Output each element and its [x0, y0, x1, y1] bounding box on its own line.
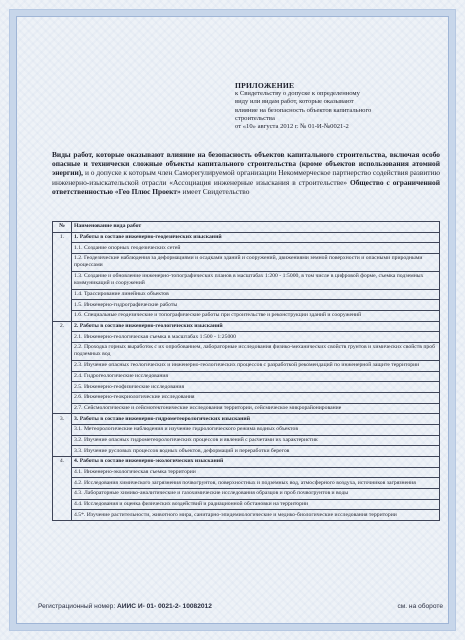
appendix-line: к Свидетельству о допуске к определенному	[235, 90, 360, 98]
intro-paragraph	[52, 150, 440, 196]
work-item: 4.3. Лабораторные химико-аналитические и газохимические исследования образцов и проб почвогрунтов и воды	[72, 489, 440, 500]
registration-number	[38, 603, 212, 610]
section-number: 1.	[53, 232, 72, 321]
appendix-line: виду или видам работ, которые оказывают	[235, 98, 354, 106]
work-item: 1.5. Инженерно-гидрографические работы	[72, 300, 440, 311]
registration-value: АИИС И- 01- 0021-2- 10082012	[117, 603, 212, 610]
appendix-title: ПРИЛОЖЕНИЕ	[235, 81, 295, 90]
work-item: 3.2. Изучение опасных гидрометеорологических процессов и явлений с расчетами их характеристик	[72, 435, 440, 446]
table-row	[53, 478, 440, 489]
section-title: 1. Работы в составе инженерно-геодезических изысканий	[72, 232, 440, 243]
work-item: 1.3. Создание и обновление инженерно-топографических планов в масштабах 1:200 - 1:5000, в том числе в цифровой форме, съемка подземных коммуникаций и сооружений	[72, 271, 440, 289]
section-number: 4.	[53, 457, 72, 521]
work-item: 4.5*. Изучение растительности, животного мира, санитарно-эпидемиологические и медико-биологические исследования территории	[72, 510, 440, 521]
table-row	[53, 392, 440, 403]
work-item: 1.2. Геодезические наблюдения за деформациями и осадками зданий и сооружений, движениями земной поверхности и опасными природными процессами	[72, 254, 440, 272]
work-item: 4.4. Исследования и оценка физических воздействий и радиационной обстановки на территории	[72, 499, 440, 510]
table-row	[53, 499, 440, 510]
work-item: 2.4. Гидрогеологические исследования	[72, 371, 440, 382]
intro-middle: и о допуске к которым член Саморегулируемой организации Некоммерческое партнерство содействия развитию инженерно-изыскательской отрасли «Ассоциация инженерные изыскания в строительстве»	[52, 168, 440, 187]
work-item: 1.4. Трассирование линейных объектов	[72, 289, 440, 300]
registration-label: Регистрационный номер:	[38, 603, 116, 610]
table-section-row	[53, 232, 440, 243]
appendix-line: влияние на безопасность объектов капитального	[235, 106, 372, 114]
table-section-row	[53, 414, 440, 425]
appendix-block	[235, 82, 435, 131]
work-item: 4.1. Инженерно-экологическая съемка территории	[72, 467, 440, 478]
work-item: 1.6. Специальные геодезические и топографические работы при строительстве и реконструкции зданий и сооружений	[72, 311, 440, 322]
work-item: 3.1. Метеорологические наблюдения и изучение гидрологического режима водных объектов	[72, 424, 440, 435]
turn-over-note: см. на обороте	[397, 603, 443, 610]
work-item: 4.2. Исследования химического загрязнения почвогрунтов, поверхностных и подземных вод, атмосферного воздуха, источников загрязнения	[72, 478, 440, 489]
section-number: 2.	[53, 321, 72, 414]
intro-tail: имеет Свидетельство	[180, 186, 250, 196]
table-row	[53, 300, 440, 311]
work-item: 2.2. Проходка горных выработок с их опробованием, лабораторные исследования физико-механических свойств грунтов и химических свойств проб подземных вод	[72, 343, 440, 361]
table-row	[53, 403, 440, 414]
work-item: 1.1. Создание опорных геодезических сетей	[72, 243, 440, 254]
section-title: 2. Работы в составе инженерно-геологических изысканий	[72, 321, 440, 332]
work-item: 2.1. Инженерно-геологическая съемка в масштабах 1:500 - 1:25000	[72, 332, 440, 343]
table-row	[53, 382, 440, 393]
work-item: 2.3. Изучение опасных геологических и инженерно-геологических процессов с разработкой рекомендаций по инженерной защите территории	[72, 360, 440, 371]
table-row	[53, 243, 440, 254]
intro-org-name: Общество с ограниченной ответственностью «Гео Плюс Проект»	[52, 177, 440, 196]
appendix-line: строительства	[235, 114, 275, 122]
work-item: 3.3. Изучение русловых процессов водных объектов, деформаций и переработки берегов	[72, 446, 440, 457]
header-name: Наименование вида работ	[72, 222, 440, 233]
table-header-row	[53, 222, 440, 233]
section-title: 4. Работы в составе инженерно-экологических изысканий	[72, 457, 440, 468]
works-table-body	[53, 232, 440, 520]
table-section-row	[53, 321, 440, 332]
section-title: 3. Работы в составе инженерно-гидрометеорологических изысканий	[72, 414, 440, 425]
table-row	[53, 467, 440, 478]
table-row	[53, 289, 440, 300]
work-item: 2.7. Сейсмологические и сейсмотектонические исследования территории, сейсмическое микрорайонирование	[72, 403, 440, 414]
appendix-line: от «10» августа 2012 г. № 01-И-№0021-2	[235, 123, 349, 131]
table-row	[53, 360, 440, 371]
header-num: №	[53, 222, 72, 233]
table-row	[53, 510, 440, 521]
table-section-row	[53, 457, 440, 468]
table-row	[53, 446, 440, 457]
table-row	[53, 435, 440, 446]
works-table	[52, 221, 440, 521]
intro-lead: Виды работ, которые оказывают влияние на безопасность объектов капитального строительства, включая особо опасные и технически сложные объекты капитального строительства (кроме объектов использования атомной энергии),	[52, 150, 440, 178]
section-number: 3.	[53, 414, 72, 457]
table-row	[53, 489, 440, 500]
table-row	[53, 332, 440, 343]
work-item: 2.6. Инженерно-геокриологические исследования	[72, 392, 440, 403]
table-row	[53, 343, 440, 361]
work-item: 2.5. Инженерно-геофизические исследования	[72, 382, 440, 393]
table-row	[53, 424, 440, 435]
table-row	[53, 271, 440, 289]
table-row	[53, 311, 440, 322]
table-row	[53, 254, 440, 272]
table-row	[53, 371, 440, 382]
